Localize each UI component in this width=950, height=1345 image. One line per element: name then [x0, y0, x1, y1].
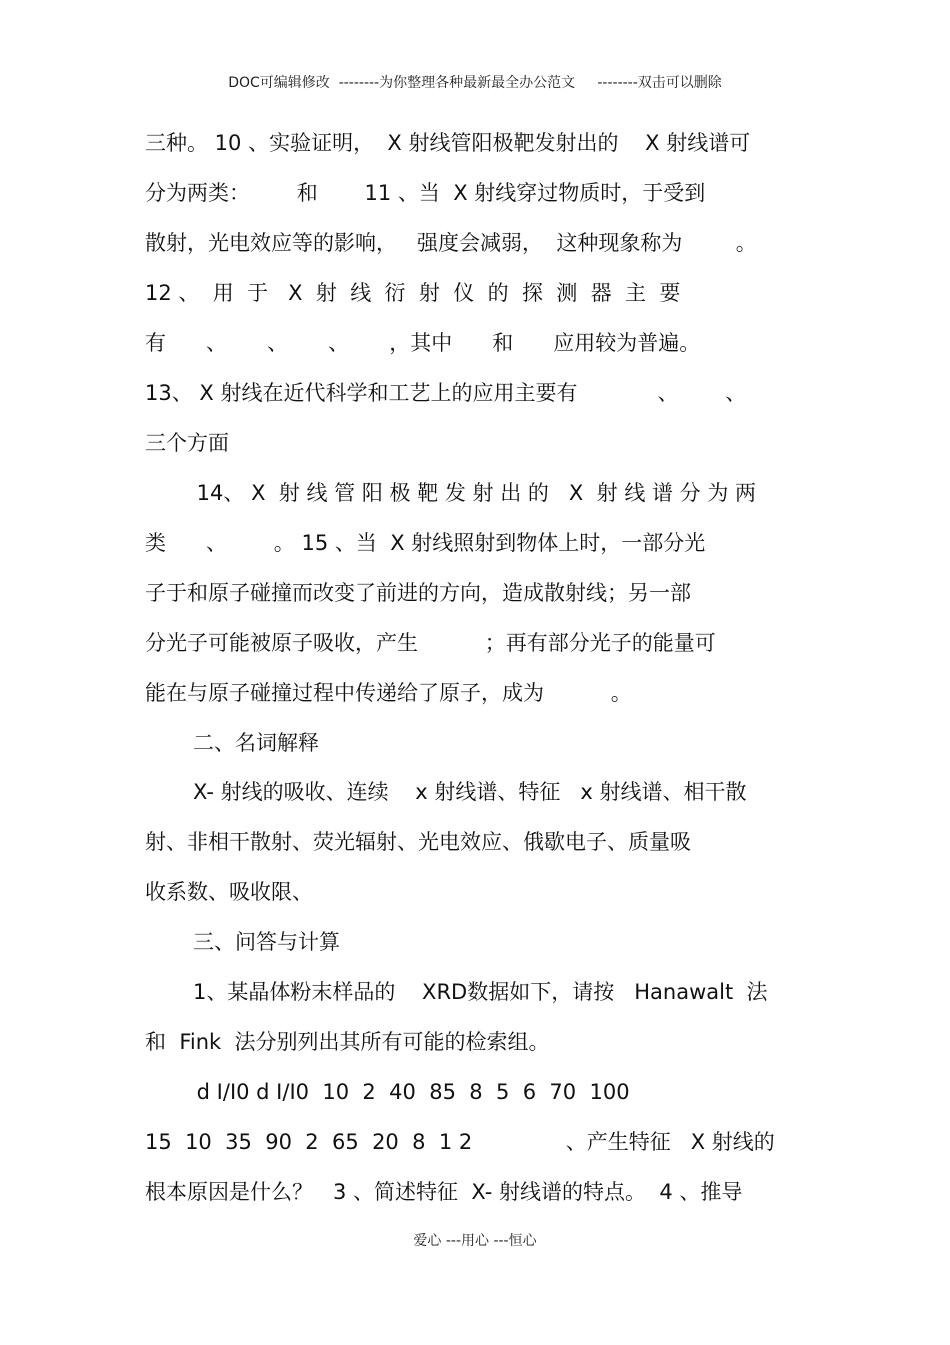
body-line: 15 10 35 90 2 65 20 8 1 2 、产生特征 X 射线的	[145, 1130, 775, 1154]
body-line: X- 射线的吸收、连续 x 射线谱、特征 x 射线谱、相干散	[193, 780, 747, 804]
body-line: 分为两类： 和 11 、当 X 射线穿过物质时，于受到	[145, 181, 706, 205]
body-line: 子于和原子碰撞而改变了前进的方向，造成散射线；另一部	[145, 581, 691, 605]
body-line: 1、某晶体粉末样品的 XRD数据如下，请按 Hanawalt 法	[193, 980, 768, 1004]
body-line: 分光子可能被原子吸收，产生 ；再有部分光子的能量可	[145, 631, 716, 655]
body-line: 散射，光电效应等的影响， 强度会减弱， 这种现象称为 。	[145, 231, 757, 255]
body-line: 三个方面	[145, 431, 229, 455]
body-line: 收系数、吸收限、	[145, 880, 313, 904]
body-line: 13、 X 射线在近代科学和工艺上的应用主要有 、 、	[145, 381, 747, 405]
body-line: 射、非相干散射、荧光辐射、光电效应、俄歇电子、质量吸	[145, 830, 691, 854]
body-line: 有 、 、 、 ，其中 和 应用较为普遍。	[145, 331, 701, 355]
page-header: DOC可编辑修改 --------为你整理各种最新最全办公范文 --------双击可以删除	[228, 75, 722, 91]
page-footer: 爱心 ---用心 ---恒心	[413, 1233, 537, 1249]
body-line: 和 Fink 法分别列出其所有可能的检索组。	[145, 1030, 550, 1054]
body-line: d I/I0 d I/I0 10 2 40 85 8 5 6 70 100	[190, 1080, 630, 1104]
section-heading-questions: 三、问答与计算	[193, 930, 340, 954]
body-line: 三种。 10 、实验证明， X 射线管阳极靶发射出的 X 射线谱可	[145, 131, 751, 155]
body-line: 类 、 。 15 、当 X 射线照射到物体上时，一部分光	[145, 531, 706, 555]
section-heading-definitions: 二、名词解释	[193, 731, 319, 755]
body-line: 14、 X 射 线 管 阳 极 靶 发 射 出 的 X 射 线 谱 分 为 两	[190, 481, 757, 505]
body-line: 根本原因是什么？ 3 、简述特征 X- 射线谱的特点。 4 、推导	[145, 1180, 743, 1204]
body-line: 12 、 用 于 X 射 线 衍 射 仪 的 探 测 器 主 要	[145, 281, 681, 305]
body-line: 能在与原子碰撞过程中传递给了原子，成为 。	[145, 681, 632, 705]
